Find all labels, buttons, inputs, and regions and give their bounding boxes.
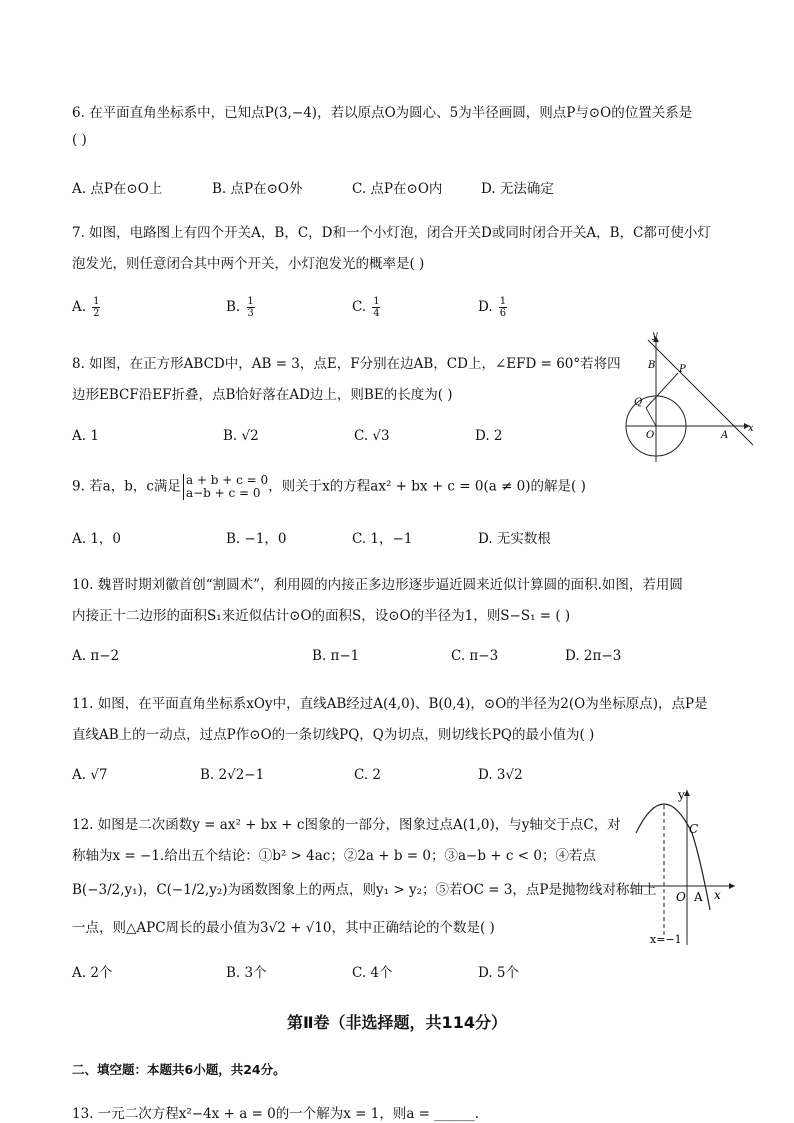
q7-option-c-label: C. [352,299,367,315]
q9-option-a: A. 1，0 [72,531,122,547]
q11-option-d: D. 3√2 [478,767,523,783]
fig1-label-x: x [748,423,754,434]
q8-option-b: B. √2 [223,428,259,444]
q7-option-d [478,296,507,319]
q8-option-c: C. √3 [354,428,390,444]
q6-option-c: C. 点P在⊙O内 [352,181,443,197]
q7-option-d-label: D. [478,299,493,315]
q7-option-c-fraction [372,296,380,319]
q12-stem-line3: B(−3/2,y₁)，C(−1/2,y₂)为函数图象上的两点，则y₁ > y₂；⑤若OC = 3，点P是抛物线对称轴上 [72,882,657,898]
q7-b-num: 1 [247,296,254,307]
q9-option-d: D. 无实数根 [478,531,551,547]
q10-stem-line2: 内接正十二边形的面积S₁来近似估计⊙O的面积S，设⊙O的半径为1，则S−S₁ = ( ) [72,608,571,624]
q7-stem-line1: 7. 如图，电路图上有四个开关A，B，C，D和一个小灯泡，闭合开关D或同时闭合开关A，B，C都可使小灯 [72,225,711,241]
fig2-x-arrow [729,883,735,889]
q7-stem-line2: 泡发光，则任意闭合其中两个开关，小灯泡发光的概率是( ) [72,256,425,272]
q11-option-c: C. 2 [354,767,382,783]
q9-stem [72,474,586,500]
fig2-label-o: O [676,890,686,904]
q7-a-den: 2 [93,308,100,319]
q9-prefix: 9. 若a，b，c满足 [72,478,181,495]
q7-c-num: 1 [373,296,380,307]
q11-option-a: A. √7 [72,767,108,783]
q6-option-b: B. 点P在⊙O外 [212,181,303,197]
q7-option-b-label: B. [226,299,241,315]
q7-b-den: 3 [247,308,254,319]
q9-option-b: B. −1，0 [226,531,287,547]
q12-option-b: B. 3个 [226,965,267,981]
fig1-tangent-pq [646,373,678,408]
q8-stem-line1: 8. 如图，在正方形ABCD中，AB = 3，点E，F分别在边AB，CD上，∠EFD = 60°若将四 [72,356,621,372]
fig1-label-q: Q [634,397,643,408]
q7-a-num: 1 [93,296,100,307]
q12-stem-line1: 12. 如图是二次函数y = ax² + bx + c图象的一部分，图象过点A(1,0)，与y轴交于点C，对 [72,817,621,833]
parabola-figure [630,785,740,950]
fig2-label-y: y [678,788,685,802]
q13-stem: 13. 一元二次方程x²−4x + a = 0的一个解为x = 1，则a = ______. [72,1106,480,1122]
fig1-label-y: y [652,330,658,341]
q10-option-b: B. π−1 [312,648,360,664]
q6-stem-line1: 6. 在平面直角坐标系中，已知点P(3,−4)，若以原点O为圆心、5为半径画圆，则点P与⊙O的位置关系是 [72,105,693,121]
q7-c-den: 4 [373,308,380,319]
q8-stem-line2: 边形EBCF沿EF折叠，点B恰好落在AD边上，则BE的长度为( ) [72,387,453,403]
q7-option-a-label: A. [72,299,87,315]
q11-stem-line1: 11. 如图，在平面直角坐标系xOy中，直线AB经过A(4,0)、B(0,4)，⊙O的半径为2(O为坐标原点)，点P是 [72,696,708,712]
fig2-label-a: A [694,890,703,904]
fig2-label-c: C [689,822,699,836]
fig1-label-b: B [648,360,656,371]
q9-eq2: a−b + c = 0 [185,486,261,500]
fig1-line-ab [648,340,753,445]
q9-option-c: C. 1，−1 [352,531,413,547]
q9-equation-system [183,474,268,500]
fig2-label-axis: x=−1 [650,933,682,946]
fig1-label-a: A [721,430,729,441]
q7-d-num: 1 [499,296,507,307]
fig1-label-p: P [679,364,686,375]
circle-tangent-figure [618,330,758,465]
q7-option-d-fraction [499,296,507,319]
fig2-label-x: x [714,888,721,902]
part2-heading: 二、填空题：本题共6小题，共24分。 [72,1062,286,1077]
q12-stem-line4: 一点，则△APC周长的最小值为3√2 + √10，其中正确结论的个数是( ) [72,920,495,936]
q11-option-b: B. 2√2−1 [200,767,265,783]
q10-option-a: A. π−2 [72,648,120,664]
q6-option-a: A. 点P在⊙O上 [72,181,163,197]
q10-option-d: D. 2π−3 [565,648,622,664]
q7-d-den: 6 [499,308,507,319]
q6-stem-line2: ( ) [72,132,87,148]
q8-option-d: D. 2 [475,428,503,444]
q8-option-a: A. 1 [72,428,99,444]
q7-option-a [72,296,100,319]
q11-stem-line2: 直线AB上的一动点，过点P作⊙O的一条切线PQ，Q为切点，则切线长PQ的最小值为( ) [72,727,595,743]
q9-suffix: ，则关于x的方程ax² + bx + c = 0(a ≠ 0)的解是( ) [268,478,586,495]
q12-option-c: C. 4个 [352,965,393,981]
q6-option-d: D. 无法确定 [481,181,554,197]
fig1-radius-oq [646,408,656,426]
q12-option-d: D. 5个 [478,965,520,981]
q7-option-b [226,296,255,319]
q12-stem-line2: 称轴为x = −1.给出五个结论：①b² > 4ac；②2a + b = 0；③a−b + c < 0；④若点 [72,848,596,864]
q10-option-c: C. π−3 [451,648,499,664]
fig2-y-arrow [684,790,690,796]
fig1-label-o: O [646,430,655,441]
q9-eq1: a + b + c = 0 [185,473,269,487]
q10-stem-line1: 10. 魏晋时期刘徽首创“割圆术”，利用圆的内接正多边形逐步逼近圆来近似计算圆的面积.如图，若用圆 [72,577,683,593]
q7-option-a-fraction [92,296,100,319]
q12-option-a: A. 2个 [72,965,113,981]
q7-option-c [352,296,380,319]
q7-option-b-fraction [247,296,255,319]
section-title: 第Ⅱ卷（非选择题，共114分） [287,1013,507,1032]
